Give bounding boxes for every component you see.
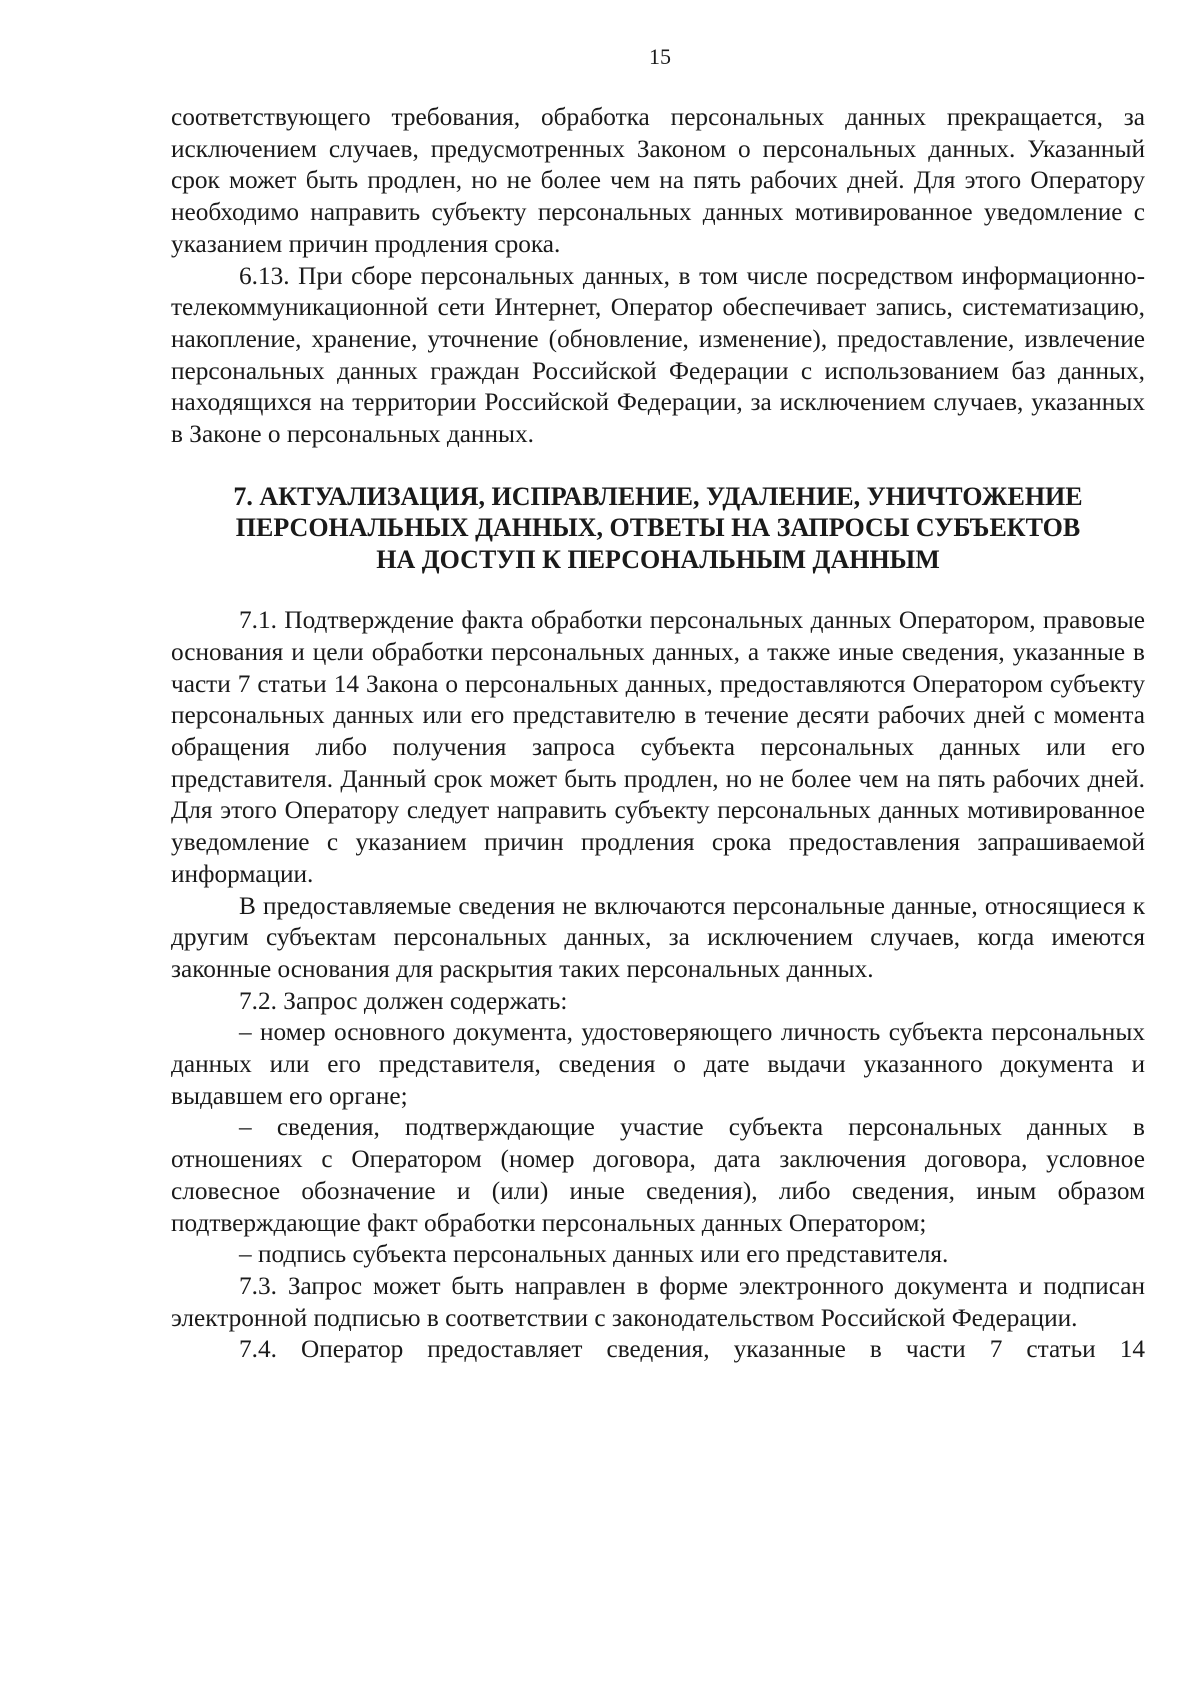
paragraph-7-2: 7.2. Запрос должен содержать:	[239, 986, 568, 1015]
list-item-signature: – подпись субъекта персональных данных или его представителя.	[239, 1240, 949, 1269]
paragraph-7-1: 7.1. Подтверждение факта обработки персональных данных Оператором, правовые основания и цели обработки персональных данных, а также иные сведения, указанные в части 7 статьи 14 Закона о персональных данных, предоставляются Оператором субъекту персональных данных или его представителю в течение десяти рабочих дней с момента обращения либо получения запроса субъекта персональных данных или его представителя. Данный срок может быть продлен, но не более чем на пять рабочих дней. Для этого Оператору следует направить субъекту персональных данных мотивированное уведомление с указанием причин продления срока предоставления запрашиваемой информации.	[171, 606, 1145, 888]
page-number: 15	[649, 44, 671, 69]
section-heading: 7. АКТУАЛИЗАЦИЯ, ИСПРАВЛЕНИЕ, УДАЛЕНИЕ, УНИЧТОЖЕНИЕ ПЕРСОНАЛЬНЫХ ДАННЫХ, ОТВЕТЫ НА ЗАПРОСЫ СУБЪЕКТОВ НА ДОСТУП К ПЕРСОНАЛЬНЫМ ДАННЫМ	[233, 481, 1083, 574]
paragraph-7-4: 7.4. Оператор предоставляет сведения, указанные в части 7 статьи 14	[239, 1335, 1145, 1364]
list-item-participation-info: – сведения, подтверждающие участие субъекта персональных данных в отношениях с Оператором (номер договора, дата заключения договора, условное словесное обозначение и (или) иные сведения), либо сведения, иным образом подтверждающие факт обработки персональных данных Оператором;	[171, 1113, 1145, 1237]
paragraph-continuation: соответствующего требования, обработка персональных данных прекращается, за исключением случаев, предусмотренных Законом о персональных данных. Указанный срок может быть продлен, но не более чем на пять рабочих дней. Для этого Оператору необходимо направить субъекту персональных данных мотивированное уведомление с указанием причин продления срока.	[171, 103, 1145, 258]
paragraph-6-13: 6.13. При сборе персональных данных, в том числе посредством информационно-телекоммуникационной сети Интернет, Оператор обеспечивает запись, систематизацию, накопление, хранение, уточнение (обновление, изменение), предоставление, извлечение персональных данных граждан Российской Федерации с использованием баз данных, находящихся на территории Российской Федерации, за исключением случаев, указанных в Законе о персональных данных.	[171, 261, 1145, 449]
paragraph-7-3: 7.3. Запрос может быть направлен в форме электронного документа и подписан электронной подписью в соответствии с законодательством Российской Федерации.	[171, 1272, 1145, 1332]
paragraph-excluded-data: В предоставляемые сведения не включаются персональные данные, относящиеся к другим субъектам персональных данных, за исключением случаев, когда имеются законные основания для раскрытия таких персональных данных.	[171, 891, 1145, 983]
document-body	[171, 102, 1145, 1366]
list-item-document-number: – номер основного документа, удостоверяющего личность субъекта персональных данных или его представителя, сведения о дате выдачи указанного документа и выдавшем его органе;	[171, 1018, 1145, 1110]
